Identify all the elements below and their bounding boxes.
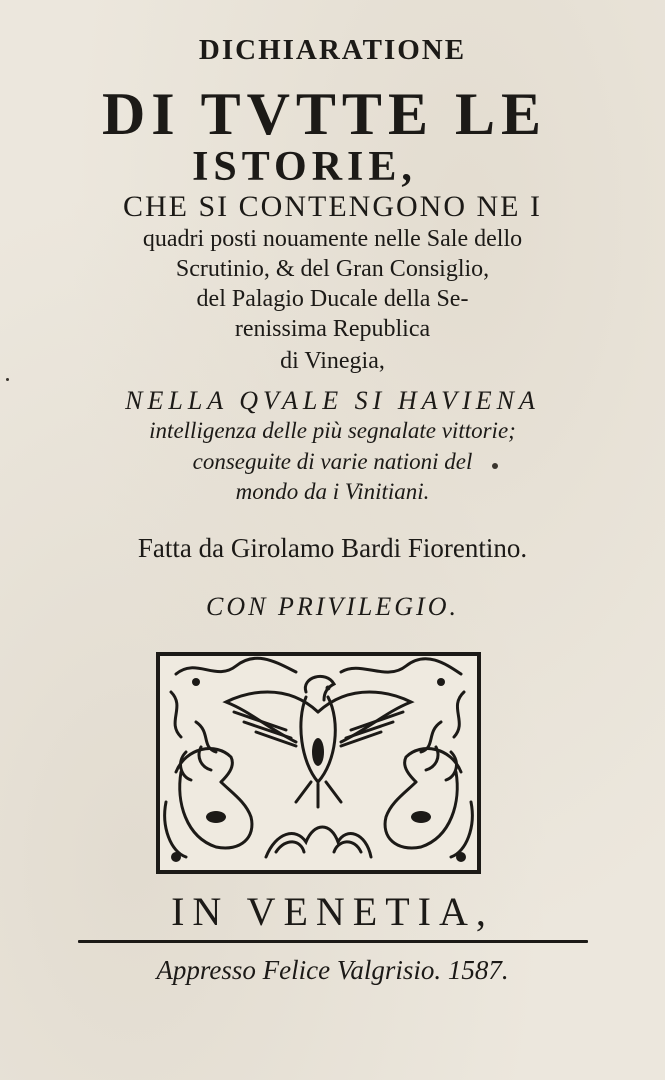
italic-line-1: intelligenza delle più segnalate vittorie;: [149, 418, 516, 443]
paper-speck: [492, 463, 498, 469]
subtitle-line-3: Scrutinio, & del Gran Consiglio,: [175, 256, 490, 282]
subtitle-line-2: quadri posti nouamente nelle Sale dello: [142, 226, 523, 252]
italic-line-3: mondo da i Vinitiani.: [235, 479, 430, 504]
italic-line-2: conseguite di varie nationi del: [192, 449, 473, 474]
subtitle-line-6: di Vinegia,: [280, 348, 385, 374]
divider-rule: [78, 940, 588, 943]
title-line-3: ISTORIE,: [192, 144, 417, 190]
paper-speck: [6, 378, 9, 381]
title-line-1: DICHIARATIONE: [198, 34, 467, 66]
place-line: IN VENETIA,: [171, 889, 494, 934]
author-line: Fatta da Girolamo Bardi Fiorentino.: [137, 533, 528, 563]
italic-caps-line: NELLA QVALE SI HAVIENA: [125, 386, 540, 415]
privilege-line: CON PRIVILEGIO.: [206, 592, 459, 621]
subtitle-line-4: del Palagio Ducale della Se-: [196, 286, 469, 312]
subtitle-line-1: CHE SI CONTENGONO NE I: [123, 190, 542, 223]
subtitle-line-5: renissima Republica: [234, 316, 431, 342]
printer-device-woodcut: [156, 652, 481, 874]
imprint-line: Appresso Felice Valgrisio. 1587.: [156, 955, 509, 985]
title-line-2: DI TVTTE LE: [101, 81, 548, 147]
